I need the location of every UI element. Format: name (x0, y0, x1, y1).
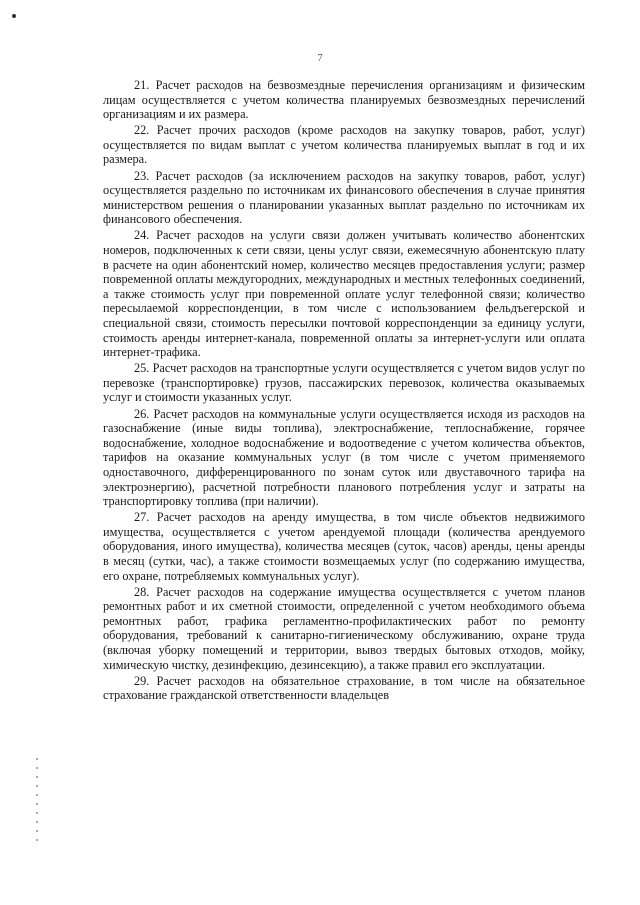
document-body (103, 78, 585, 704)
paragraph-26: 26. Расчет расходов на коммунальные услуги осуществляется исходя из расходов на газоснабжение (иные виды топлива), электроснабжение, теплоснабжение, горячее водоснабжение, холодное водоснабжение и водоотведение с учетом количества объектов, тарифов на оказание коммунальных услуг (в том числе с учетом применяемого одноставочного, дифференцированного по зонам суток или двуставочного тарифа на электроэнергию), расчетной потребности планового потребления услуг и затраты на транспортировку топлива (при наличии). (103, 406, 585, 509)
page-number: 7 (317, 52, 323, 64)
paragraph-29: 29. Расчет расходов на обязательное страхование, в том числе на обязательное страхование гражданской ответственности владельцев (103, 673, 585, 703)
paragraph-24: 24. Расчет расходов на услуги связи должен учитывать количество абонентских номеров, подключенных к сети связи, цены услуг связи, ежемесячную абонентскую плату в расчете на один абонентский номер, количество месяцев предоставления услуги; размер повременной оплаты междугородних, международных и местных телефонных соединений, а также стоимость услуг при повременной оплате услуг телефонной связи; количество пересылаемой корреспонденции, в том числе с использованием фельдъегерской и специальной связи, стоимость пересылки почтовой корреспонденции за единицу услуги, стоимость аренды интернет-канала, повременной оплаты за интернет-услуги или оплата интернет-трафика. (103, 228, 585, 360)
paragraph-25: 25. Расчет расходов на транспортные услуги осуществляется с учетом видов услуг по перевозке (транспортировке) грузов, пассажирских перевозок, количества оказываемых услуг и стоимости указанных услуг. (103, 361, 585, 405)
paragraph-23: 23. Расчет расходов (за исключением расходов на закупку товаров, работ, услуг) осуществляется раздельно по источникам их финансового обеспечения в случае принятия министерством решения о планировании указанных выплат раздельно по источникам их финансового обеспечения. (103, 168, 585, 227)
scan-artifact (36, 758, 38, 848)
scan-mark (12, 14, 16, 18)
paragraph-21: 21. Расчет расходов на безвозмездные перечисления организациям и физическим лицам осуществляется с учетом количества планируемых безвозмездных перечислений организациям и их размера. (103, 78, 585, 122)
paragraph-22: 22. Расчет прочих расходов (кроме расходов на закупку товаров, работ, услуг) осуществляется по видам выплат с учетом количества планируемых выплат в год и их размера. (103, 123, 585, 167)
paragraph-28: 28. Расчет расходов на содержание имущества осуществляется с учетом планов ремонтных работ и их сметной стоимости, определенной с учетом необходимого объема ремонтных работ, графика регламентно-профилактических работ по ремонту оборудования, требований к санитарно-гигиеническому обслуживанию, охране труда (включая уборку помещений и территории, вывоз твердых бытовых отходов, мойку, химическую чистку, дезинфекцию, дезинсекцию), а также правил его эксплуатации. (103, 584, 585, 672)
paragraph-27: 27. Расчет расходов на аренду имущества, в том числе объектов недвижимого имущества, осуществляется с учетом арендуемой площади (количества арендуемого оборудования, иного имущества), количества месяцев (суток, часов) аренды, цены аренды в месяц (сутки, час), а также стоимости возмещаемых услуг (по содержанию имущества, его охране, потребляемых коммунальных услуг). (103, 510, 585, 583)
